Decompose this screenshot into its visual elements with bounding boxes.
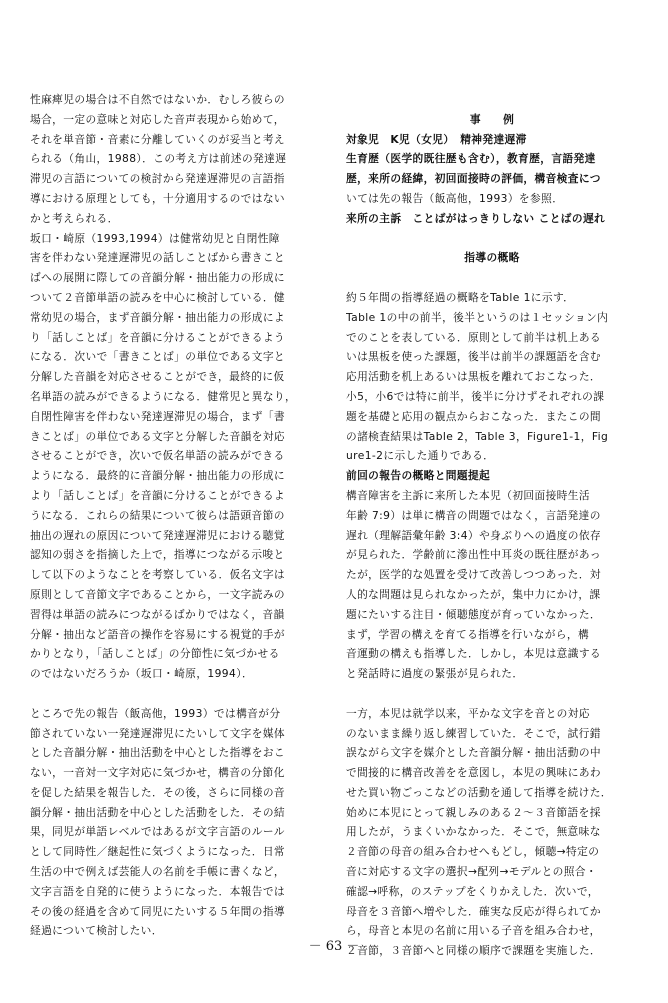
text-line: ようになる．最終的に音韻分解・抽出能力の形成に [30,469,286,483]
paragraph-spacer [346,90,638,110]
text-line: より「話しことば」を音韻に分けることができるよ [30,488,286,502]
text-line: 自閉性障害を伴わない発達遅滞児の場合，まず「書 [30,409,286,423]
text-line: 題を基礎と応用の観点からおこなった．またこの間 [346,409,602,423]
text-line: 年齢 7:9）は単に構音の問題ではなく，言語発達の [346,508,601,522]
text-line: 坂口・崎原（1993,1994）は健常幼児と自閉性障 [30,231,280,245]
text-line: ない，一音対一文字対応に気づかせ，構音の分節化 [30,766,285,780]
text-line: とした音韻分解・抽出活動を中心とした指導をおこ [30,746,286,760]
text-line: いは黒板を使った課題，後半は前半の課題語を含む [346,350,602,364]
text-line: になる．次いで「書きことば」の単位である文字と [30,350,286,364]
text-line: 分解した音韻を対応させることができ，最終的に仮 [30,370,285,384]
text-line: 用したが，うまくいかなかった．そこで，無意味な [346,825,601,839]
text-line: その後の経過を含めて同児にたいする５年間の指導 [30,904,286,918]
text-line: ついて２音節単語の読みを中心に検討している．健 [30,290,286,304]
text-line: 習得は単語の読みにつながるばかりではなく，音韻 [30,607,285,621]
text-line: 抽出の遅れの原因について発達遅滞児における聴覚 [30,528,285,542]
case-line: 歴，来所の経緯，初回面接時の評価，構音検査につ [346,172,601,186]
text-line: ２音節の母音の組み合わせへもどし，傾聴→特定の [346,845,600,859]
case-line: 来所の主訴 ことばがはっきりしない ことばの遅れ [346,211,606,225]
text-line: 音に対応する文字の選択→配列→モデルとの照合・ [346,865,598,879]
text-line: させることができ，次いで仮名単語の読みができる [30,449,285,463]
text-line: 名単語の読みができるようになる．健常児と異なり， [30,389,297,403]
text-line: 小5，小6では特に前半，後半に分けずそれぞれの課 [346,389,605,403]
text-line: り「話しことば」を音韻に分けることができるよう [30,330,286,344]
text-line: かりとなり，「話しことば」の分節性に気づかせる [30,647,280,661]
case-line: いては先の報告（飯高他，1993）を参照． [346,191,564,205]
text-line: うになる．これらの結果について彼らは語頭音節の [30,508,285,522]
text-line: Table 1の中の前半，後半というのは１セッション内 [346,310,609,324]
paragraph-spacer [346,268,638,288]
text-line: ure1-2に示した通りである． [346,449,495,463]
text-line: 始めに本児にとって親しみのある２～３音節語を採 [346,805,601,819]
text-line: 果，同児が単語レベルではあるが文字言語のルール [30,825,285,839]
text-line: ところで先の報告（飯高他，1993）では構音が分 [30,706,281,720]
text-line: 文字言語を自発的に使うようになった．本報告では [30,884,286,898]
text-line: で間接的に構音改善をを意図し，本児の興味にあわ [346,766,602,780]
sakaguchi-paragraph [30,229,322,684]
text-line: 約５年間の指導経過の概略をTable 1に示す． [346,290,575,304]
text-line: 場合，一定の意味と対応した音声表現から始めて， [30,112,285,126]
text-line: かと考えられる． [30,211,119,225]
case-line: 対象児 K児（女児） 精神発達遅滞 [346,132,527,146]
right-column [346,90,638,961]
text-line: 生活の中で例えば芸能人の名前を手帳に書くなど， [30,865,286,879]
text-line: 応用活動を机上あるいは黒板を離れておこなった． [346,370,602,384]
practice-section [346,704,638,961]
text-line: 節されていない一発達遅滞児にたいして文字を媒体 [30,726,286,740]
paragraph-spacer [346,229,638,249]
paragraph-spacer [30,684,322,704]
text-line: を促した結果を報告した．その後，さらに同様の音 [30,785,286,799]
text-line: 題にたいする注目・傾聴態度が育っていなかった． [346,607,602,621]
text-line: 経過について検討したい． [30,924,163,938]
text-line: 滞児の言語についての検討から発達遅滞児の言語指 [30,172,285,186]
text-line: 性麻痺児の場合は不自然ではないか．むしろ彼らの [30,93,286,106]
text-line: 分解・抽出など語音の操作を容易にする視覚的手が [30,627,286,641]
problem-section [346,486,638,684]
text-line: 導における原理としても，十分適用するのではない [30,191,286,205]
text-line: のないまま繰り返し練習していた．そこで，試行錯 [346,726,601,740]
text-line: ２音節，３音節へと同様の順序で課題を実施した． [346,944,602,958]
overview-heading: 指導の概略 [464,251,520,265]
left-column [30,90,322,941]
paragraph-spacer [346,684,638,704]
intro-paragraph [30,90,322,229]
case-heading: 事 例 [469,112,515,126]
text-line: として同時性／継起性に気づくようになった．日常 [30,845,286,859]
text-line: と発話時に過度の緊張が見られた． [346,667,524,681]
text-line: 認知の弱さを指摘した上で，指導につながる示唆と [30,548,285,562]
text-line: られる（角山，1988）．この考え方は前述の発達遅 [30,152,287,166]
text-line: の諸検査結果はTable 2，Table 3，Figure1-1，Fig [346,429,609,443]
text-line: 誤ながら文字を媒介とした音韻分解・抽出活動の中 [346,746,602,760]
text-line: でのことを表している．原則として前半は机上ある [346,330,602,344]
text-line: 韻分解・抽出活動を中心とした活動をした．その結 [30,805,286,819]
case-section [346,130,638,229]
overview-section [346,288,638,466]
text-line: して以下のようなことを考察している．仮名文字は [30,568,286,582]
previous-report-paragraph [30,704,322,942]
text-line: 一方，本児は就学以来，平かな文字を音との対応 [346,706,590,720]
text-line: ばへの展開に際しての音韻分解・抽出能力の形成に [30,271,286,285]
text-line: のではないだろうか（坂口・崎原，1994）． [30,667,254,681]
page-number: － 63 － [308,939,360,954]
text-line: せた買い物ごっこなどの活動を通して指導を続けた． [346,785,612,799]
text-line: 害を伴わない発達遅滞児の話しことばから書きこと [30,251,286,265]
text-line: たが，医学的な処置を受けて改善しつつあった．対 [346,568,601,582]
text-line: 人的な問題は見られなかったが，集中力にかけ，課 [346,587,601,601]
text-line: ら，母音と本児の名前に用いる子音を組み合わせ， [346,924,601,938]
text-line: それを単音節・音素に分離していくのが妥当と考え [30,132,286,146]
text-line: きことば」の単位である文字と分解した音韻を対応 [30,429,286,443]
case-line: 生育歴（医学的既往歴も含む），教育歴，言語発達 [346,152,596,166]
text-line: 確認→呼称，のステップをくりかえした．次いで， [346,884,599,898]
section-subheading: 前回の報告の概略と問題提起 [346,469,491,483]
text-line: が見られた．学齢前に滲出性中耳炎の既往歴があっ [346,548,601,562]
text-line: まず，学習の構えを育てる指導を行いながら，構 [346,627,590,641]
text-line: 構音障害を主訴に来所した本児（初回面接時生活 [346,488,590,502]
text-line: 遅れ（理解語彙年齢 3:4）や身ぶりへの過度の依存 [346,528,602,542]
text-line: 常幼児の場合，まず音韻分解・抽出能力の形成によ [30,310,286,324]
text-line: 母音を３音節へ増やした．確実な反応が得られてか [346,904,602,918]
text-line: 音運動の構えも指導した．しかし，本児は意識する [346,647,602,661]
text-line: 原則として音節文字であることから，一文字読みの [30,587,286,601]
